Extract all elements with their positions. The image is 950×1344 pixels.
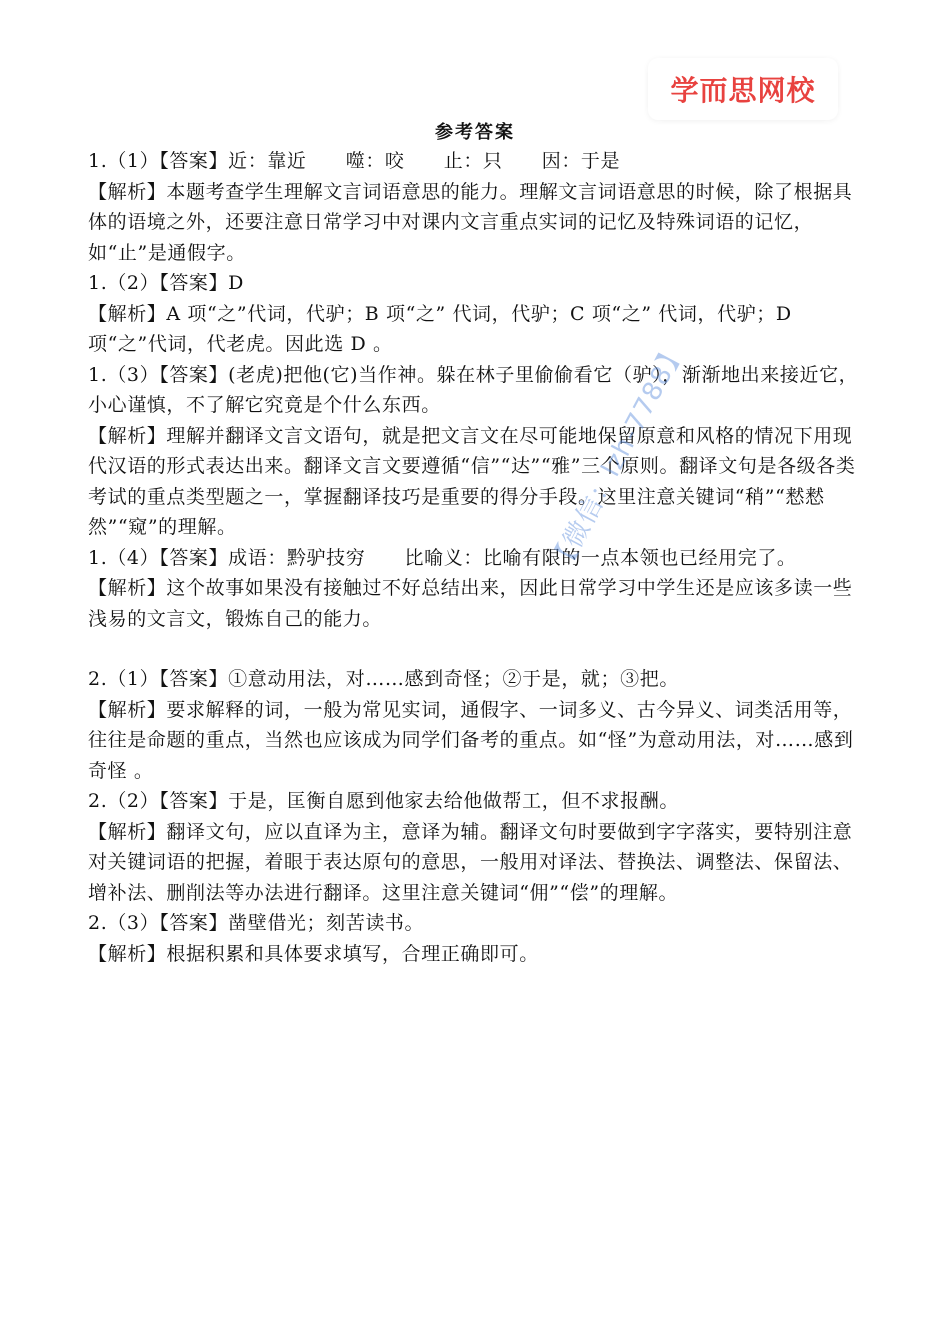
analysis-line-q1-3: 【解析】理解并翻译文言文语句，就是把文言文在尽可能地保留原意和风格的情况下用现代汉语的形式表达出来。翻译文言文要遵循“信”“达”“雅”三个原则。翻译文句是各级各类考试的重点类型题之一，掌握翻译技巧是重要的得分手段。这里注意关键词“稍”“慭慭然”“窥”的理解。 [88, 424, 856, 538]
analysis-line-q1-4: 【解析】这个故事如果没有接触过不好总结出来，因此日常学习中学生还是应该多读一些浅易的文言文，锻炼自己的能力。 [88, 577, 853, 630]
answer-line-q1-2: 1.（2）【答案】D [88, 272, 244, 294]
brand-logo [648, 58, 838, 120]
answer-line-q1-1: 1.（1）【答案】近：靠近 噬：咬 止：只 因：于是 [88, 150, 621, 172]
answer-line-q2-1: 2.（1）【答案】①意动用法，对……感到奇怪；②于是，就；③把。 [88, 668, 679, 690]
section-gap [88, 634, 868, 664]
watermark-text: 【微信：lzh-7788】 [545, 336, 692, 577]
analysis-line-q1-1: 【解析】本题考查学生理解文言词语意思的能力。理解文言词语意思的时候，除了根据具体的语境之外，还要注意日常学习中对课内文言重点实词的记忆及特殊词语的记忆，如“止”是通假字。 [88, 180, 853, 264]
analysis-line-q2-2: 【解析】翻译文句，应以直译为主，意译为辅。翻译文句时要做到字字落实，要特别注意对关键词语的把握，着眼于表达原句的意思，一般用对译法、替换法、调整法、保留法、增补法、删削法等办法进行翻译。这里注意关键词“佣”“偿”的理解。 [88, 820, 853, 904]
answer-line-q1-3: 1.（3）【答案】(老虎)把他(它)当作神。躲在林子里偷偷看它（驴），渐渐地出来接近它，小心谨慎，不了解它究竟是个什么东西。 [88, 363, 859, 416]
analysis-line-q2-1: 【解析】要求解释的词，一般为常见实词，通假字、一词多义、古今异义、词类活用等，往往是命题的重点，当然也应该成为同学们备考的重点。如“怪”为意动用法，对……感到奇怪 。 [88, 698, 854, 782]
answer-line-q1-4: 1.（4）【答案】成语：黔驴技穷 比喻义：比喻有限的一点本领也已经用完了。 [88, 546, 797, 569]
brand-logo-text: 学而思网校 [670, 74, 816, 107]
analysis-line-q2-3: 【解析】根据积累和具体要求填写，合理正确即可。 [88, 942, 539, 965]
analysis-line-q1-2: 【解析】A 项“之”代词，代驴；B 项“之” 代词，代驴；C 项“之” 代词，代驴；D 项“之”代词，代老虎。因此选 D 。 [88, 302, 792, 355]
answer-content [88, 146, 868, 969]
answer-line-q2-3: 2.（3）【答案】凿壁借光；刻苦读书。 [88, 912, 425, 934]
answer-line-q2-2: 2.（2）【答案】于是，匡衡自愿到他家去给他做帮工，但不求报酬。 [88, 790, 679, 812]
page-title: 参考答案 [435, 122, 515, 143]
